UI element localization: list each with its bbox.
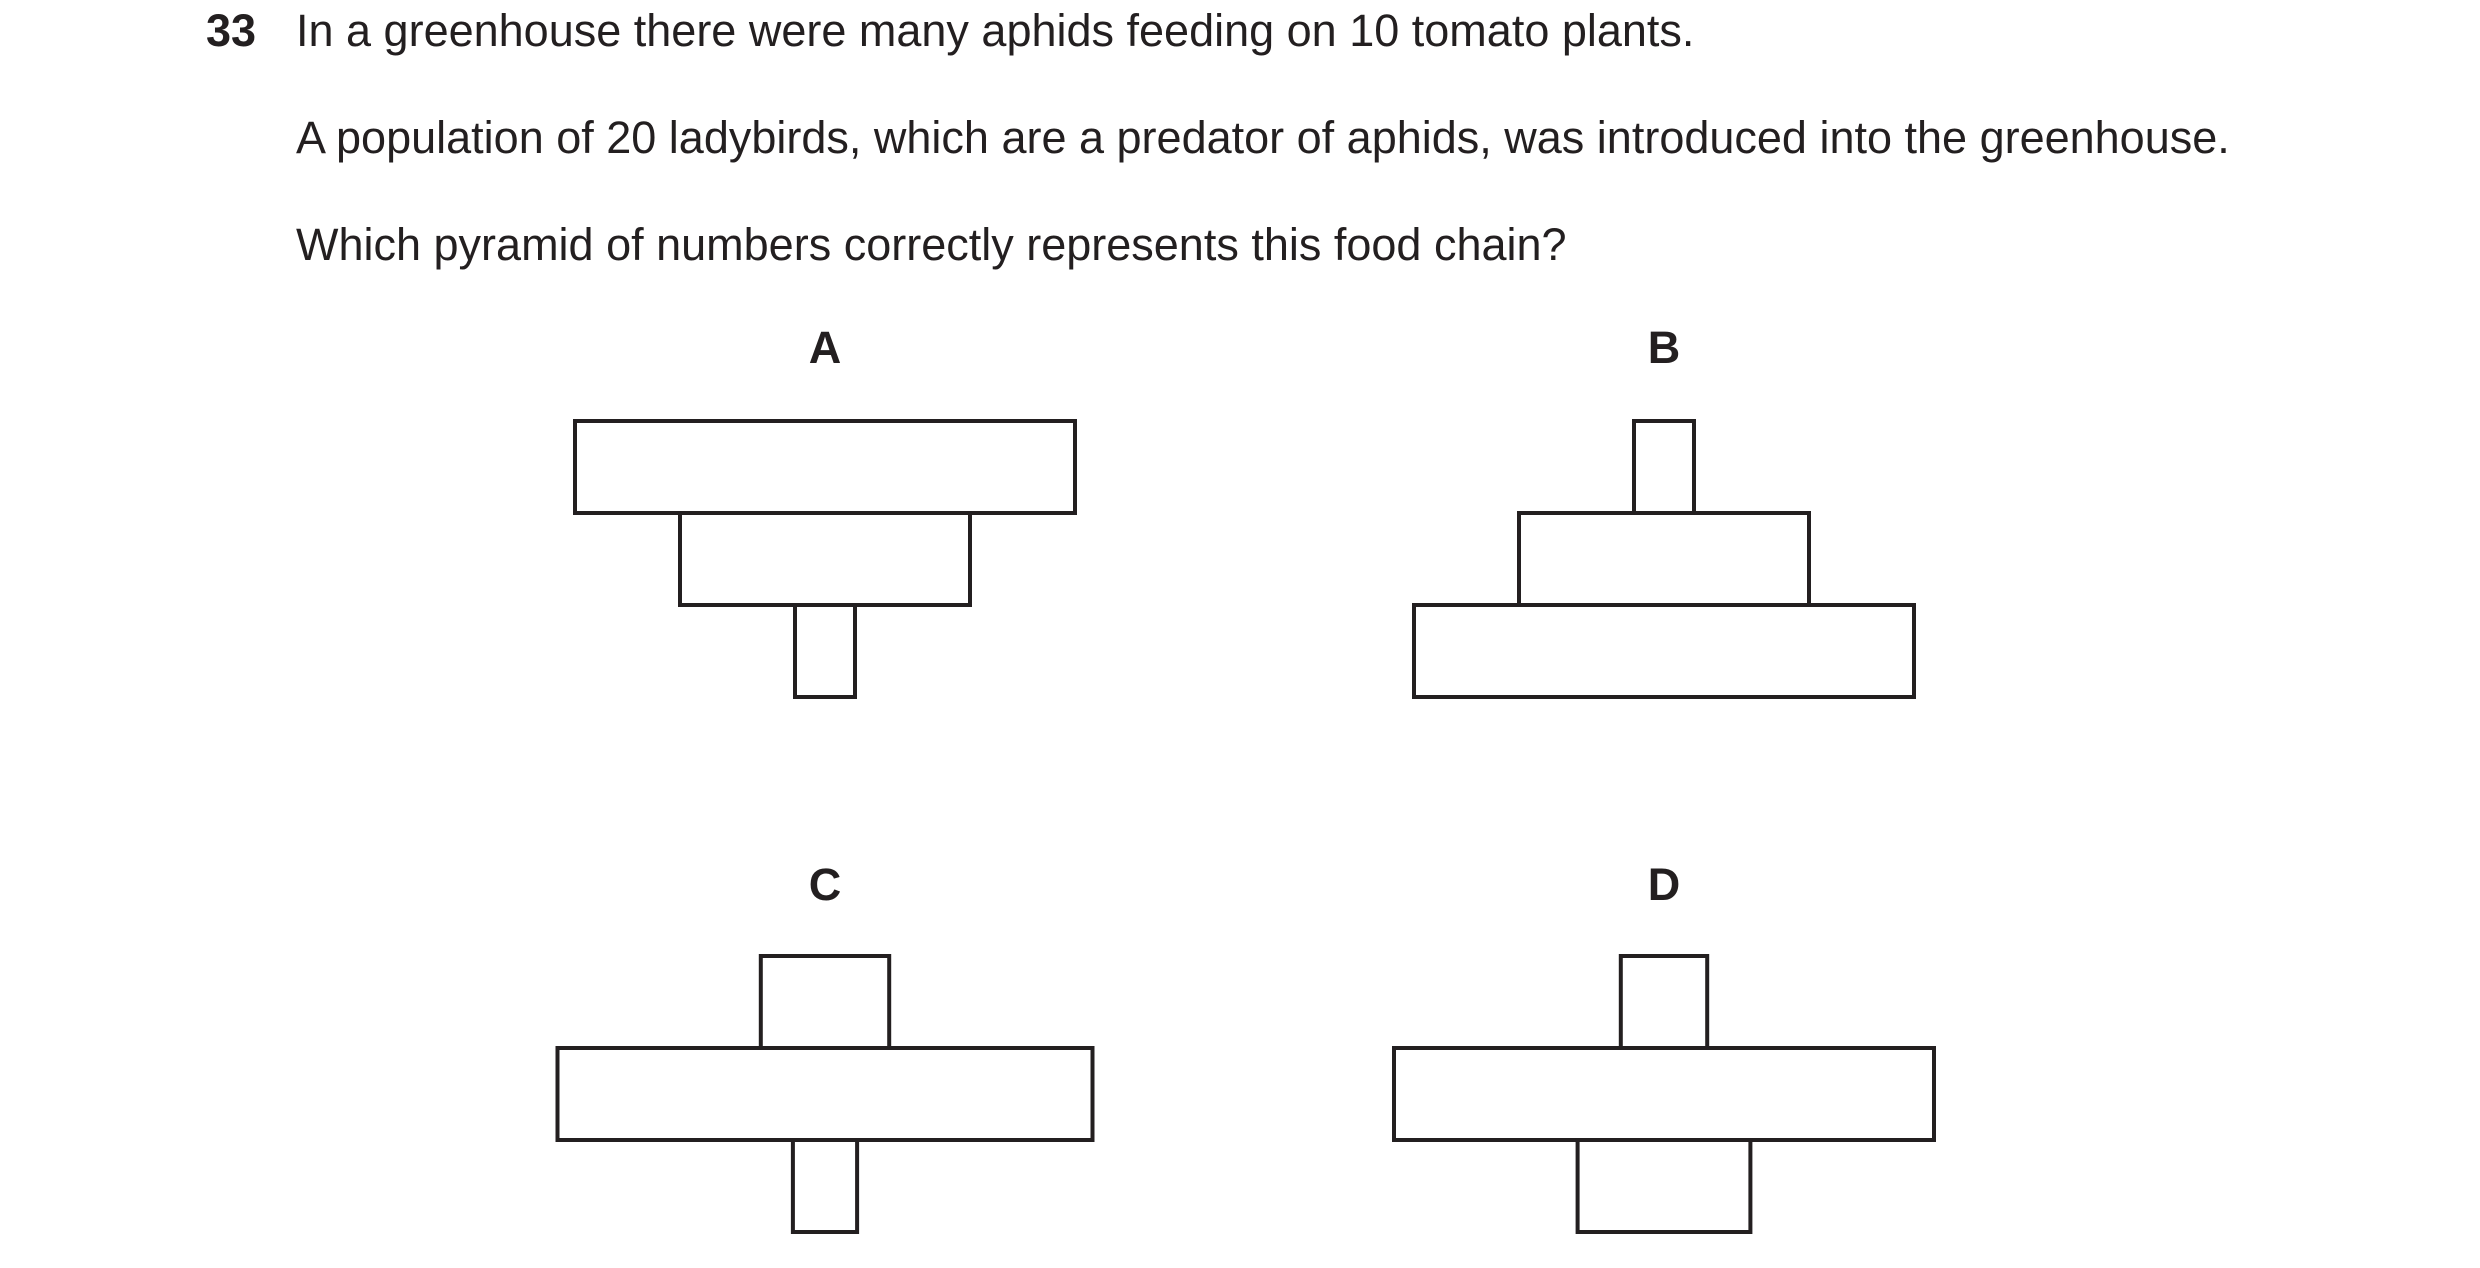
pyramid-b-bottom-bar: [1414, 605, 1914, 697]
pyramid-a-top-bar: [575, 421, 1075, 513]
pyramid-a-bottom-bar: [795, 605, 855, 697]
pyramid-d: [1394, 956, 1934, 1232]
question-text-line-1: In a greenhouse there were many aphids feeding on 10 tomato plants.: [296, 5, 1695, 56]
question-text-line-3: Which pyramid of numbers correctly represents this food chain?: [296, 219, 1567, 270]
pyramid-c-top-bar: [761, 956, 889, 1048]
question-number: 33: [206, 5, 257, 56]
pyramid-c: [558, 956, 1093, 1232]
pyramid-b-top-bar: [1634, 421, 1694, 513]
pyramid-b: [1414, 421, 1914, 697]
question-text-line-2: A population of 20 ladybirds, which are a predator of aphids, was introduced into the greenhouse.: [296, 112, 2230, 163]
option-d-label: D: [1647, 859, 1681, 910]
option-c-label: C: [808, 859, 842, 910]
pyramid-b-middle-bar: [1519, 513, 1809, 605]
option-b-label: B: [1647, 322, 1681, 373]
pyramid-c-middle-bar: [558, 1048, 1093, 1140]
pyramid-d-top-bar: [1621, 956, 1707, 1048]
option-a-label: A: [808, 322, 842, 373]
pyramid-a: [575, 421, 1075, 697]
pyramid-a-middle-bar: [680, 513, 970, 605]
pyramid-d-bottom-bar: [1578, 1140, 1751, 1232]
pyramid-c-bottom-bar: [793, 1140, 857, 1232]
pyramid-d-middle-bar: [1394, 1048, 1934, 1140]
